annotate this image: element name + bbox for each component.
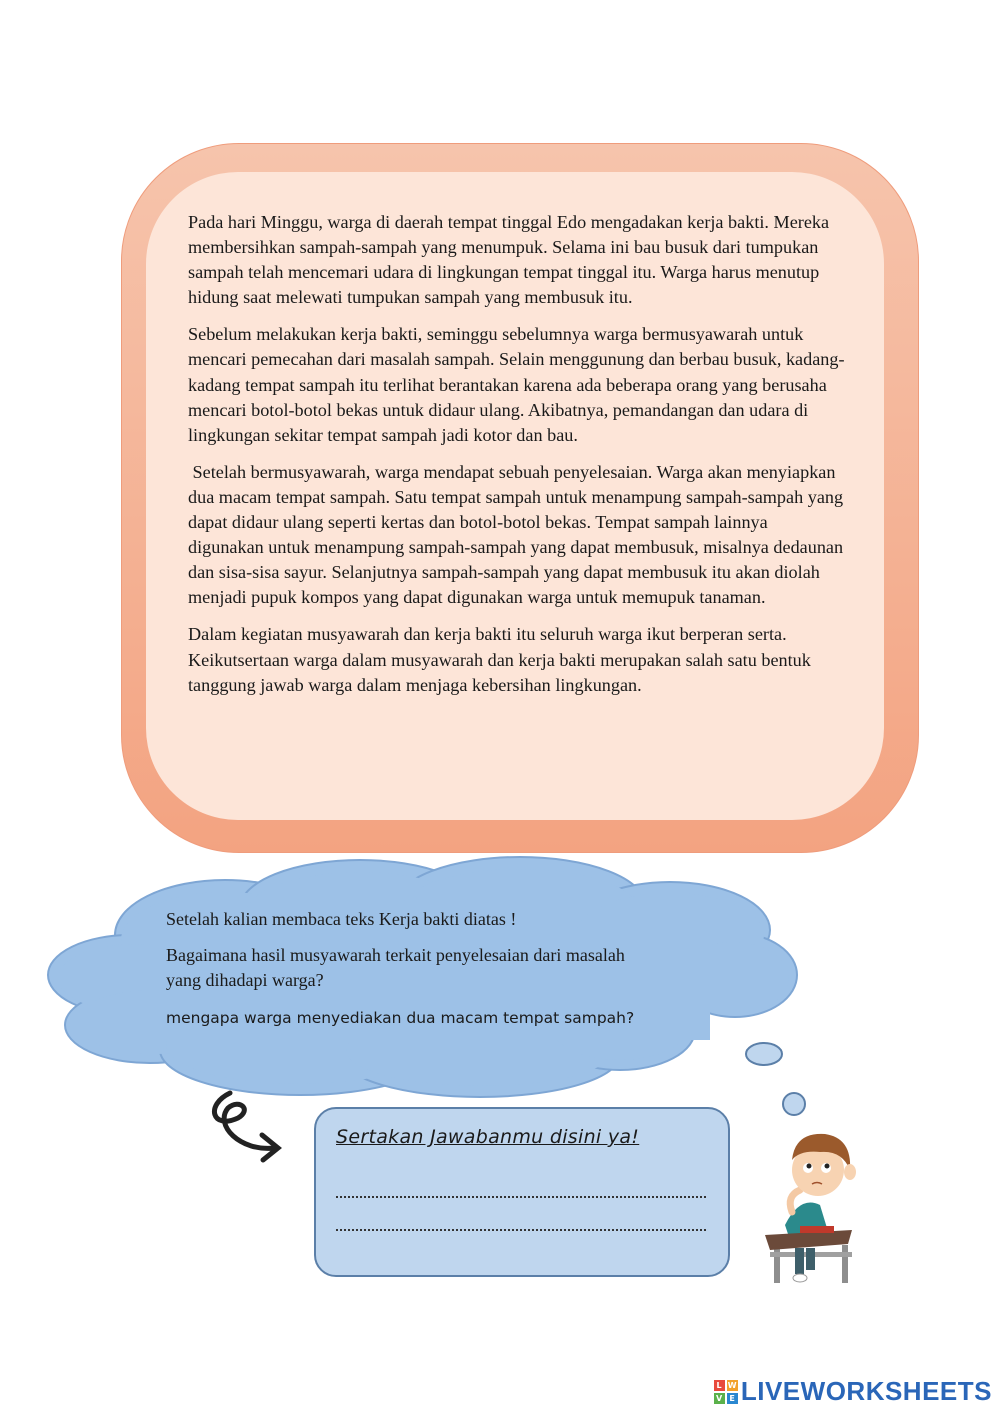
story-paragraph-2: Sebelum melakukan kerja bakti, seminggu sebelumnya warga bermusyawarah untuk mencari pemecahan dari masalah sampah. Selain menggunung dan berbau busuk, kadang-kadang tempat sampah itu terlihat berantakan karena ada beberapa orang yang berusaha mencari botol-botol bekas untuk didaur ulang. Akibatnya, pemandangan dan udara di lingkungan sekitar tempat sampah jadi kotor dan bau. — [188, 324, 845, 445]
answer-line-2[interactable] — [336, 1229, 706, 1231]
answer-line-1[interactable] — [336, 1196, 706, 1198]
question-intro: Setelah kalian membaca teks Kerja bakti diatas ! — [166, 909, 517, 929]
thought-bubble-large — [746, 1043, 782, 1065]
question-1: Bagaimana hasil musyawarah terkait penyelesaian dari masalah yang dihadapi warga? — [166, 945, 625, 990]
brand-logo-cell-4: E — [727, 1393, 738, 1404]
brand-logo-cell-1: L — [714, 1380, 725, 1391]
brand-logo-icon — [714, 1380, 738, 1404]
thought-bubble-small — [783, 1093, 805, 1115]
story-paragraph-1: Pada hari Minggu, warga di daerah tempat tinggal Edo mengadakan kerja bakti. Mereka membersihkan sampah-sampah yang menumpuk. Selama ini bau busuk dari tumpukan sampah telah mencemari udara di lingkungan tempat tinggal itu. Warga harus menutup hidung saat melewati tumpukan sampah yang membusuk itu. — [188, 212, 830, 308]
question-2: mengapa warga menyediakan dua macam tempat sampah? — [166, 1009, 635, 1027]
answer-title: Sertakan Jawabanmu disini ya! — [336, 1126, 640, 1148]
brand-logo-cell-3: V — [714, 1393, 725, 1404]
thinking-boy-illustration — [765, 1134, 856, 1283]
footer-brand — [714, 1376, 992, 1407]
story-paragraph-3: Setelah bermusyawarah, warga mendapat sebuah penyelesaian. Warga akan menyiapkan dua macam tempat sampah. Satu tempat sampah untuk menampung sampah-sampah yang dapat didaur ulang seperti kertas dan botol-botol bekas. Tempat sampah lainnya digunakan untuk menampung sampah-sampah yang dapat membusuk, misalnya dedaunan dan sisa-sisa sayur. Selanjutnya sampah-sampah yang dapat membusuk itu akan diolah menjadi pupuk kompos yang dapat digunakan warga untuk memupuk tanaman. — [188, 461, 848, 608]
brand-name: LIVEWORKSHEETS — [740, 1376, 992, 1406]
curly-arrow-icon — [214, 1093, 278, 1160]
story-paragraph-4: Dalam kegiatan musyawarah dan kerja bakti itu seluruh warga ikut berperan serta. Keikutsertaan warga dalam musyawarah dan kerja bakti merupakan salah satu bentuk tanggung jawab warga dalam menjaga kebersihan lingkungan. — [188, 624, 811, 695]
question-text — [166, 907, 686, 1029]
brand-logo-cell-2: W — [727, 1380, 738, 1390]
